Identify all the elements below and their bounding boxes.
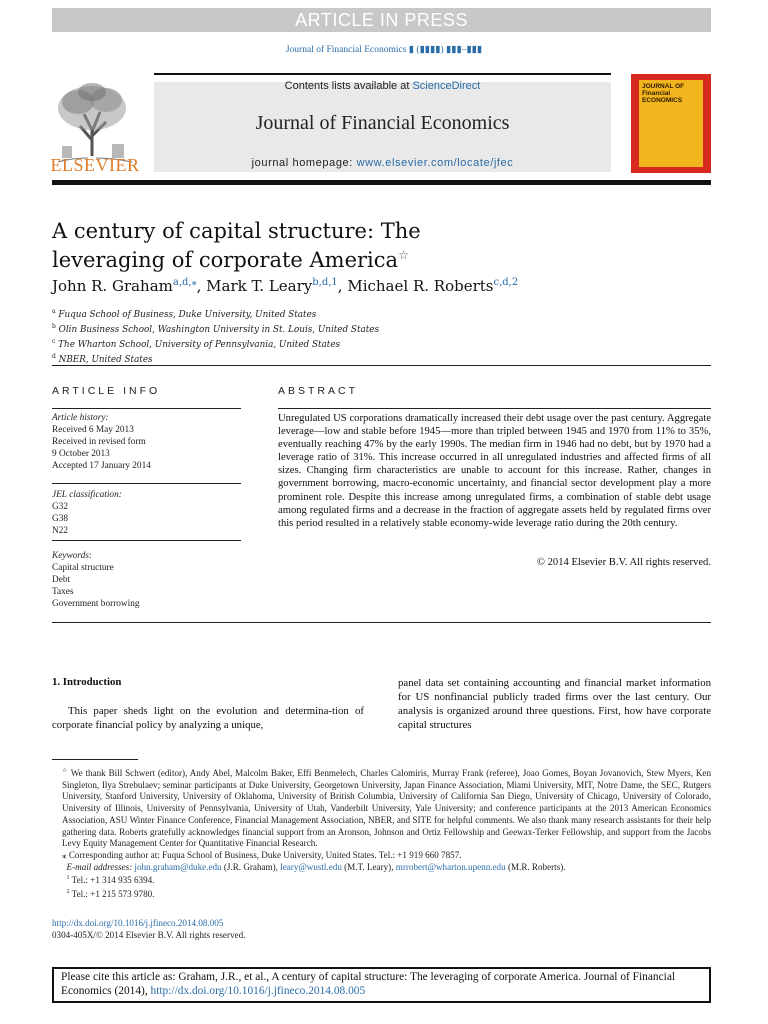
author-affil-mark[interactable]: b,d,1 xyxy=(312,277,338,288)
journal-cover-panel xyxy=(639,80,703,167)
affiliation-text: Fuqua School of Business, Duke University, United States xyxy=(58,309,317,320)
homepage-prefix: journal homepage: xyxy=(251,157,357,169)
citation-body: Please cite this article as: Graham, J.R., et al., A century of capital structure: The leveraging of corporate America. Journal of Financial Economics (2014), xyxy=(61,971,676,998)
keyword: Government borrowing xyxy=(52,599,140,609)
history-item: Received in revised form xyxy=(52,437,146,447)
footnote-mark: ⁎ xyxy=(62,849,67,860)
jel-label: JEL classification: xyxy=(52,490,122,500)
affiliations xyxy=(52,306,452,366)
jel-code: N22 xyxy=(52,526,69,536)
divider xyxy=(278,408,711,409)
acknowledgement-footnote xyxy=(52,766,711,850)
footnote-mark: ☆ xyxy=(62,768,68,774)
email-owner: (M.T. Leary), xyxy=(344,861,394,872)
journal-reference-text[interactable]: Journal of Financial Economics ▮ (▮▮▮▮) ▮▮▮–▮▮▮ xyxy=(285,45,483,55)
footnote-mark: 2 xyxy=(66,889,70,896)
history-item: Received 6 May 2013 xyxy=(52,425,134,435)
history-item: 9 October 2013 xyxy=(52,449,110,459)
introduction-paragraph: This paper sheds light on the evolution and determina-tion of corporate financial policy by analyzing a unique, xyxy=(52,705,364,731)
affiliation-text: NBER, United States xyxy=(58,354,153,365)
contents-prefix: Contents lists available at xyxy=(284,80,413,92)
author-affil-mark[interactable]: a,d,⁎ xyxy=(172,277,197,288)
footnote-text: Tel.: +1 215 573 9780. xyxy=(71,889,155,900)
homepage-line xyxy=(154,157,611,169)
keywords-label: Keywords: xyxy=(52,551,92,561)
jel-code: G32 xyxy=(52,502,69,512)
affiliation xyxy=(52,306,452,321)
affiliation-text: The Wharton School, University of Pennsylvania, United States xyxy=(58,339,341,350)
footnote-rule xyxy=(52,759,138,760)
article-history xyxy=(52,412,241,472)
corresponding-author-footnote xyxy=(52,850,711,862)
abstract-copyright: © 2014 Elsevier B.V. All rights reserved. xyxy=(536,557,711,568)
article-title-text: A century of capital structure: The leveraging of corporate America xyxy=(52,219,421,272)
jel-classification xyxy=(52,489,241,537)
abstract-text: Unregulated US corporations dramatically increased their debt usage over the past century. Aggregate leverage—low and stable before 1945—more than tripled between 1945 and 1970 from 11% to 35%, eventually reaching 47% by the early 1990s. The median firm in 1946 had no debt, but by 1970 had a leverage ratio of 31%. This increase occurred in all unregulated industries and affected firms of all sizes. Changing firm characteristics are unable to account for this increase. Rather, changes in government borrowing, macro-economic uncertainty, and financial sector development play a more prominent role. Despite this increase among unregulated firms, a combination of stable debt usage among regulated firms and a decrease in the fraction of aggregate assets held by regulated firms over this period resulted in a relatively stable economy-wide leverage ratio during the 20th century. xyxy=(278,413,711,529)
sciencedirect-link[interactable]: ScienceDirect xyxy=(412,80,481,92)
affiliation-mark: d xyxy=(52,352,56,360)
affiliation xyxy=(52,321,452,336)
history-label: Article history: xyxy=(52,413,109,423)
affiliation-mark: b xyxy=(52,322,56,330)
divider xyxy=(52,408,241,409)
header-top-rule xyxy=(154,73,611,75)
keyword: Taxes xyxy=(52,587,74,597)
keyword: Capital structure xyxy=(52,563,114,573)
history-item: Accepted 17 January 2014 xyxy=(52,461,151,471)
divider xyxy=(52,365,711,366)
email-link[interactable]: leary@wustl.edu xyxy=(280,861,342,872)
contents-line xyxy=(154,80,611,92)
footnote-mark: 1 xyxy=(66,875,70,882)
journal-cover-image xyxy=(631,74,711,173)
authors-line: John R. Graham$^{a,d,⁎}$, Mark T. Leary$^{b,d,1}$, Michael R. Roberts$^{c,d,2}$ xyxy=(52,277,519,295)
author-name: Mark T. Leary xyxy=(206,277,313,295)
journal-cover-title: JOURNAL OF Financial ECONOMICS xyxy=(642,83,685,104)
affiliation-mark: a xyxy=(52,308,56,315)
footnote-text: Corresponding author at: Fuqua School of Business, Duke University, United States. Tel.: +1 919 660 7857. xyxy=(68,849,462,860)
journal-reference-link[interactable] xyxy=(0,44,768,55)
citation-doi-link[interactable]: http://dx.doi.org/10.1016/j.jfineco.2014.08.005 xyxy=(150,985,366,998)
divider xyxy=(52,622,711,623)
affiliation-mark: c xyxy=(52,337,56,345)
issn-line: 0304-405X/© 2014 Elsevier B.V. All rights reserved. xyxy=(52,929,246,940)
email-label: E-mail addresses: xyxy=(66,861,133,872)
affiliation xyxy=(52,336,452,351)
email-link[interactable]: mrrobert@wharton.upenn.edu xyxy=(395,861,506,872)
divider xyxy=(52,540,241,541)
citation-box xyxy=(52,967,711,1003)
affiliation-text: Olin Business School, Washington University in St. Louis, United States xyxy=(58,324,379,335)
email-footnote xyxy=(52,862,711,874)
keywords xyxy=(52,550,241,610)
footnotes xyxy=(52,766,711,901)
elsevier-wordmark: ELSEVIER xyxy=(50,155,140,175)
abstract-heading: ABSTRACT xyxy=(278,385,359,397)
email-owner: (M.R. Roberts). xyxy=(507,861,566,872)
doi-link[interactable]: http://dx.doi.org/10.1016/j.jfineco.2014.08.005 xyxy=(52,918,224,928)
email-owner: (J.R. Graham), xyxy=(223,861,278,872)
author-affil-mark[interactable]: c,d,2 xyxy=(493,277,519,288)
keyword: Debt xyxy=(52,575,71,585)
jel-code: G38 xyxy=(52,514,69,524)
affiliation xyxy=(52,351,452,366)
footnote-text: Tel.: +1 314 935 6394. xyxy=(71,875,155,886)
header-bottom-rule xyxy=(52,180,711,185)
phone-footnote xyxy=(52,887,711,901)
author-name: John R. Graham xyxy=(52,277,173,295)
introduction-paragraph-continued: panel data set containing accounting and financial market information for US nonfinancial publicly traded firms over the last century. Our analysis is organized around three questions. First, how have corporate capital structures xyxy=(398,677,711,731)
footnote-text: We thank Bill Schwert (editor), Andy Abel, Malcolm Baker, Effi Benmelech, Charles Calomiris, Murray Frank (referee), Joao Gomes, Boyan Jovanovich, Stew Myers, Ken Singleton, Ilya Strebulaev; seminar participants at Duke University, Georgetown University, Japan Finance Association, Miami University, MIT, Notre Dame, the SEC, Rutgers University, Stanford University, University of Oklahoma, University of British Columbia, University of California San Diego, University of Chicago, University of Colorado, University of Illinois, University of Pennsylvania, University of Utah, Vanderbilt University, Yale University; and conference participants at the 2013 American Economics Association, ASU Winter Finance Conference, Financial Management Association, NBER, and SITE for helpful comments. We also thank many research assistants for their help gathering data. Roberts gratefully acknowledges financial support from an Aronson, Johnson and Ortiz Fellowship and Geewax-Terker Fellowship, and support from the Jacobs Levy Equity Management Center for Quantitative Financial Research. xyxy=(62,768,712,849)
email-link[interactable]: john.graham@duke.edu xyxy=(134,861,222,872)
title-footnote-star[interactable]: ☆ xyxy=(398,248,409,262)
journal-title: Journal of Financial Economics xyxy=(255,112,510,134)
author-name: Michael R. Roberts xyxy=(347,277,494,295)
introduction-heading: 1. Introduction xyxy=(52,676,122,688)
phone-footnote xyxy=(52,873,711,887)
homepage-link[interactable]: www.elsevier.com/locate/jfec xyxy=(356,157,514,169)
article-title xyxy=(52,219,512,272)
article-info-heading: ARTICLE INFO xyxy=(52,385,161,397)
citation-text xyxy=(61,970,706,998)
article-in-press-banner: ARTICLE IN PRESS xyxy=(52,8,711,32)
divider xyxy=(52,483,241,484)
doi-block xyxy=(52,918,711,941)
